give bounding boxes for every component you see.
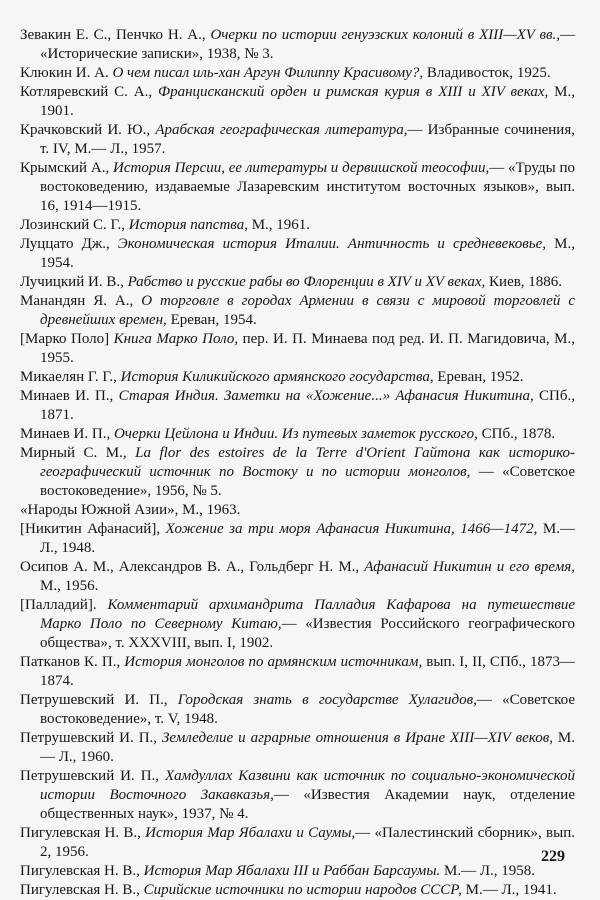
entry-title: Францисканский орден и римская курия в XIII и XIV веках, bbox=[158, 84, 549, 100]
entry-text: Пигулевская Н. В., bbox=[20, 863, 144, 879]
entry-title: История Мар Ябалахи III и Раббан Барсаумы. bbox=[143, 863, 441, 879]
entry-text: Луццато Дж., bbox=[20, 236, 118, 252]
entry-title: О торговле в городах Армении в связи с мировой торговлей с древнейших времен, bbox=[40, 293, 575, 328]
entry-text: М., 1954. bbox=[40, 236, 575, 271]
bibliography-entry bbox=[20, 729, 575, 767]
bibliography-entry bbox=[20, 691, 575, 729]
entry-text: — «Труды по востоковедению, издаваемые Лазаревским институтом восточных языков», вып. 16, 1914—1915. bbox=[40, 160, 575, 214]
entry-text: — «Известия Российского географического общества», т. XXXVIII, вып. I, 1902. bbox=[40, 616, 575, 651]
entry-text: СПб., 1871. bbox=[40, 388, 575, 423]
entry-text: Осипов А. М., Александров В. А., Гольдберг Н. М., bbox=[20, 559, 365, 575]
entry-text: Лозинский С. Г., bbox=[20, 217, 129, 233]
bibliography-entry bbox=[20, 216, 575, 235]
entry-title: Афанасий Никитин и его время, bbox=[364, 559, 575, 575]
entry-text: Минаев И. П., bbox=[20, 388, 119, 404]
entry-title: История Персии, ее литературы и дервишской теософии, bbox=[113, 160, 490, 176]
entry-text: Петрушевский И. П., bbox=[20, 692, 178, 708]
bibliography-entry bbox=[20, 653, 575, 691]
entry-title: О чем писал иль-хан Аргун Филиппу Красивому?, bbox=[112, 65, 424, 81]
entry-text: М.— Л., 1941. bbox=[461, 882, 557, 898]
entry-text: Ереван, 1954. bbox=[166, 312, 257, 328]
bibliography-entry bbox=[20, 26, 575, 64]
bibliography-entry bbox=[20, 292, 575, 330]
bibliography-entry bbox=[20, 767, 575, 824]
page-number: 229 bbox=[541, 848, 565, 865]
bibliography-entry bbox=[20, 596, 575, 653]
entry-title: Сирийские источники по истории народов СССР, bbox=[143, 882, 462, 898]
entry-text: Минаев И. П., bbox=[20, 426, 114, 442]
entry-title: La flor des estoires de la Terre d'Orient Гайтона как историко-географический источник по Востоку и по истории монголов, bbox=[40, 445, 576, 480]
entry-text: — «Советское востоковедение», 1956, № 5. bbox=[40, 464, 575, 499]
bibliography-entry bbox=[20, 273, 575, 292]
entry-title: Очерки по истории генуэзских колоний в XIII—XV вв., bbox=[210, 27, 560, 43]
bibliography-entry bbox=[20, 824, 575, 862]
entry-text: Пигулевская Н. В., bbox=[20, 825, 146, 841]
entry-text: вып. I, II, СПб., 1873—1874. bbox=[40, 654, 575, 689]
entry-text: Лучицкий И. В., bbox=[20, 274, 128, 290]
entry-text: Клюкин И. А. bbox=[20, 65, 113, 81]
entry-text: — «Советское востоковедение», т. V, 1948. bbox=[40, 692, 575, 727]
entry-title: Комментарий архимандрита Палладия Кафарова на путешествие Марко Поло по Северному Китаю, bbox=[40, 597, 575, 632]
entry-title: История Киликийского армянского государства, bbox=[120, 369, 434, 385]
bibliography-entry bbox=[20, 501, 575, 520]
bibliography-entry bbox=[20, 520, 575, 558]
entry-text: М., 1956. bbox=[40, 578, 99, 594]
entry-text: Пигулевская Н. В., bbox=[20, 882, 144, 898]
entry-title: Земледелие и аграрные отношения в Иране XIII—XIV веков, bbox=[161, 730, 553, 746]
entry-text: — «Известия Академии наук, отделение общественных наук», 1937, № 4. bbox=[40, 787, 575, 822]
entry-text: М.— Л., 1960. bbox=[40, 730, 575, 765]
entry-text: Крачковский И. Ю., bbox=[20, 122, 156, 138]
entry-title: Очерки Цейлона и Индии. Из путевых заметок русского, bbox=[113, 426, 478, 442]
entry-text: М., 1901. bbox=[40, 84, 575, 119]
entry-text: — «Палестинский сборник», вып. 2, 1956. bbox=[40, 825, 575, 860]
entry-title: История монголов по армянским источникам, bbox=[124, 654, 423, 670]
bibliography-entry bbox=[20, 862, 575, 881]
bibliography-entry bbox=[20, 387, 575, 425]
entry-text: Крымский А., bbox=[20, 160, 113, 176]
entry-text: [Никитин Афанасий], bbox=[20, 521, 166, 537]
entry-title: Хожение за три моря Афанасия Никитина, 1466—1472, bbox=[165, 521, 538, 537]
entry-text: Киев, 1886. bbox=[485, 274, 563, 290]
entry-text: Петрушевский И. П., bbox=[20, 768, 165, 784]
entry-text: Владивосток, 1925. bbox=[423, 65, 551, 81]
entry-text: «Народы Южной Азии», М., 1963. bbox=[20, 502, 241, 518]
bibliography-entry bbox=[20, 558, 575, 596]
entry-title: Городская знать в государстве Хулагидов, bbox=[177, 692, 477, 708]
bibliography-entry bbox=[20, 159, 575, 216]
bibliography-entry bbox=[20, 368, 575, 387]
entry-text: пер. И. П. Минаева под ред. И. П. Магидовича, М., 1955. bbox=[40, 331, 575, 366]
entry-title: Старая Индия. Заметки на «Хожение...» Афанасия Никитина, bbox=[118, 388, 534, 404]
bibliography-entry bbox=[20, 64, 575, 83]
entry-text: Мирный С. М., bbox=[20, 445, 136, 461]
bibliography-entry bbox=[20, 444, 575, 501]
entry-text: СПб., 1878. bbox=[477, 426, 556, 442]
entry-text: Ереван, 1952. bbox=[433, 369, 524, 385]
entry-text: Микаелян Г. Г., bbox=[20, 369, 121, 385]
bibliography-entry bbox=[20, 235, 575, 273]
entry-title: История Мар Ябалахи и Саумы, bbox=[145, 825, 356, 841]
entry-text: [Марко Поло] bbox=[20, 331, 114, 347]
entry-text: Манандян Я. А., bbox=[20, 293, 142, 309]
entry-text: М.— Л., 1948. bbox=[40, 521, 575, 556]
bibliography-entry bbox=[20, 881, 575, 900]
entry-title: Книга Марко Поло, bbox=[113, 331, 239, 347]
bibliography-entry bbox=[20, 121, 575, 159]
entry-title: Хамдуллах Казвини как источник по социально-экономической истории Восточного Закавказья, bbox=[40, 768, 575, 803]
entry-text: — Избранные сочинения, т. IV, М.— Л., 1957. bbox=[40, 122, 575, 157]
entry-title: Экономическая история Италии. Античность и средневековье, bbox=[117, 236, 547, 252]
entry-text: Зевакин Е. С., Пенчко Н. А., bbox=[20, 27, 211, 43]
entry-text: Котляревский С. А., bbox=[20, 84, 159, 100]
entry-text: Петрушевский И. П., bbox=[20, 730, 162, 746]
bibliography-list bbox=[20, 26, 575, 900]
entry-text: — «Исторические записки», 1938, № 3. bbox=[40, 27, 575, 62]
entry-text: Патканов К. П., bbox=[20, 654, 125, 670]
entry-text: М., 1961. bbox=[247, 217, 311, 233]
entry-title: История папства, bbox=[128, 217, 248, 233]
bibliography-entry bbox=[20, 425, 575, 444]
entry-title: Арабская географическая литература, bbox=[155, 122, 408, 138]
bibliography-entry bbox=[20, 330, 575, 368]
entry-text: [Палладий]. bbox=[20, 597, 108, 613]
bibliography-entry bbox=[20, 83, 575, 121]
entry-title: Рабство и русские рабы во Флоренции в XIV и XV веках, bbox=[127, 274, 486, 290]
entry-text: М.— Л., 1958. bbox=[440, 863, 536, 879]
